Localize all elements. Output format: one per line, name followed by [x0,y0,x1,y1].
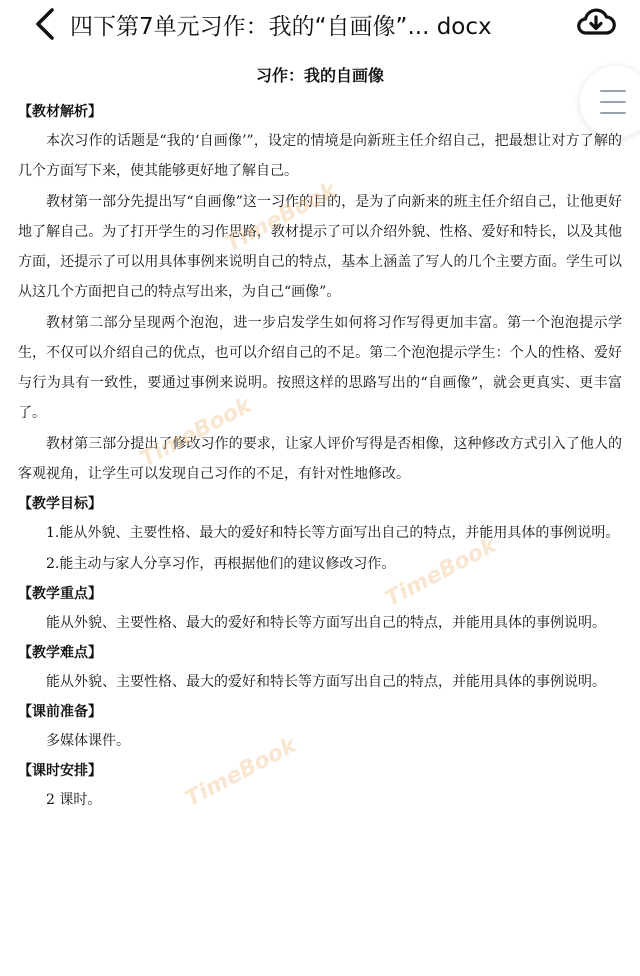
paragraph: 教材第二部分呈现两个泡泡，进一步启发学生如何将习作写得更加丰富。第一个泡泡提示学生，不仅可以介绍自己的优点，也可以介绍自己的不足。第二个泡泡提示学生：个人的性格、爱好与行为具有一致性，要通过事例来说明。按照这样的思路写出的“自画像”，就会更真实、更丰富了。 [18,315,622,421]
paragraph: 教材第一部分先提出写“自画像”这一习作的目的，是为了向新来的班主任介绍自己，让他更好地了解自己。为了打开学生的习作思路，教材提示了可以介绍外貌、性格、爱好和特长，以及其他方面，还提示了可以用具体事例来说明自己的特点，基本上涵盖了写人的几个主要方面。学生可以从这几个方面把自己的特点写出来，为自己“画像”。 [18,194,622,300]
app-header [0,0,640,48]
section-heading-analysis: 【教材解析】 [18,104,102,120]
paragraph: 能从外貌、主要性格、最大的爱好和特长等方面写出自己的特点，并能用具体的事例说明。 [46,674,606,690]
section-heading-goals: 【教学目标】 [18,496,102,512]
paragraph: 多媒体课件。 [46,733,130,749]
paragraph: 本次习作的话题是“我的‘自画像’”，设定的情境是向新班主任介绍自己，把最想让对方了解的几个方面写下来，使其能够更好地了解自己。 [18,133,622,179]
section-heading-difficulty: 【教学难点】 [18,645,102,661]
cloud-download-icon [576,5,616,39]
chevron-left-icon [34,7,56,41]
document-body [18,62,622,816]
paragraph: 教材第三部分提出了修改习作的要求，让家人评价写得是否相像，这种修改方式引入了他人的客观视角，让学生可以发现自己习作的不足，有针对性地修改。 [18,436,622,482]
section-heading-schedule: 【课时安排】 [18,763,102,779]
section-heading-prep: 【课前准备】 [18,704,102,720]
back-button[interactable] [26,4,64,44]
watermark-logo: TimeBook [381,532,501,613]
paragraph: 能从外貌、主要性格、最大的爱好和特长等方面写出自己的特点，并能用具体的事例说明。 [46,615,606,631]
document-title: 习作：我的自画像 [255,66,384,85]
section-heading-focus: 【教学重点】 [18,586,102,602]
document-filename: 四下第7单元习作：我的“自画像”... docx [70,13,492,40]
watermark-logo: TimeBook [136,392,256,473]
cloud-download-button[interactable] [576,3,616,41]
watermark-logo: TimeBook [221,177,341,258]
paragraph: 1.能从外貌、主要性格、最大的爱好和特长等方面写出自己的特点，并能用具体的事例说明。 [46,525,620,541]
paragraph: 2.能主动与家人分享习作，再根据他们的建议修改习作。 [46,556,396,572]
paragraph: 2 课时。 [46,792,102,808]
watermark-logo: TimeBook [181,732,301,813]
